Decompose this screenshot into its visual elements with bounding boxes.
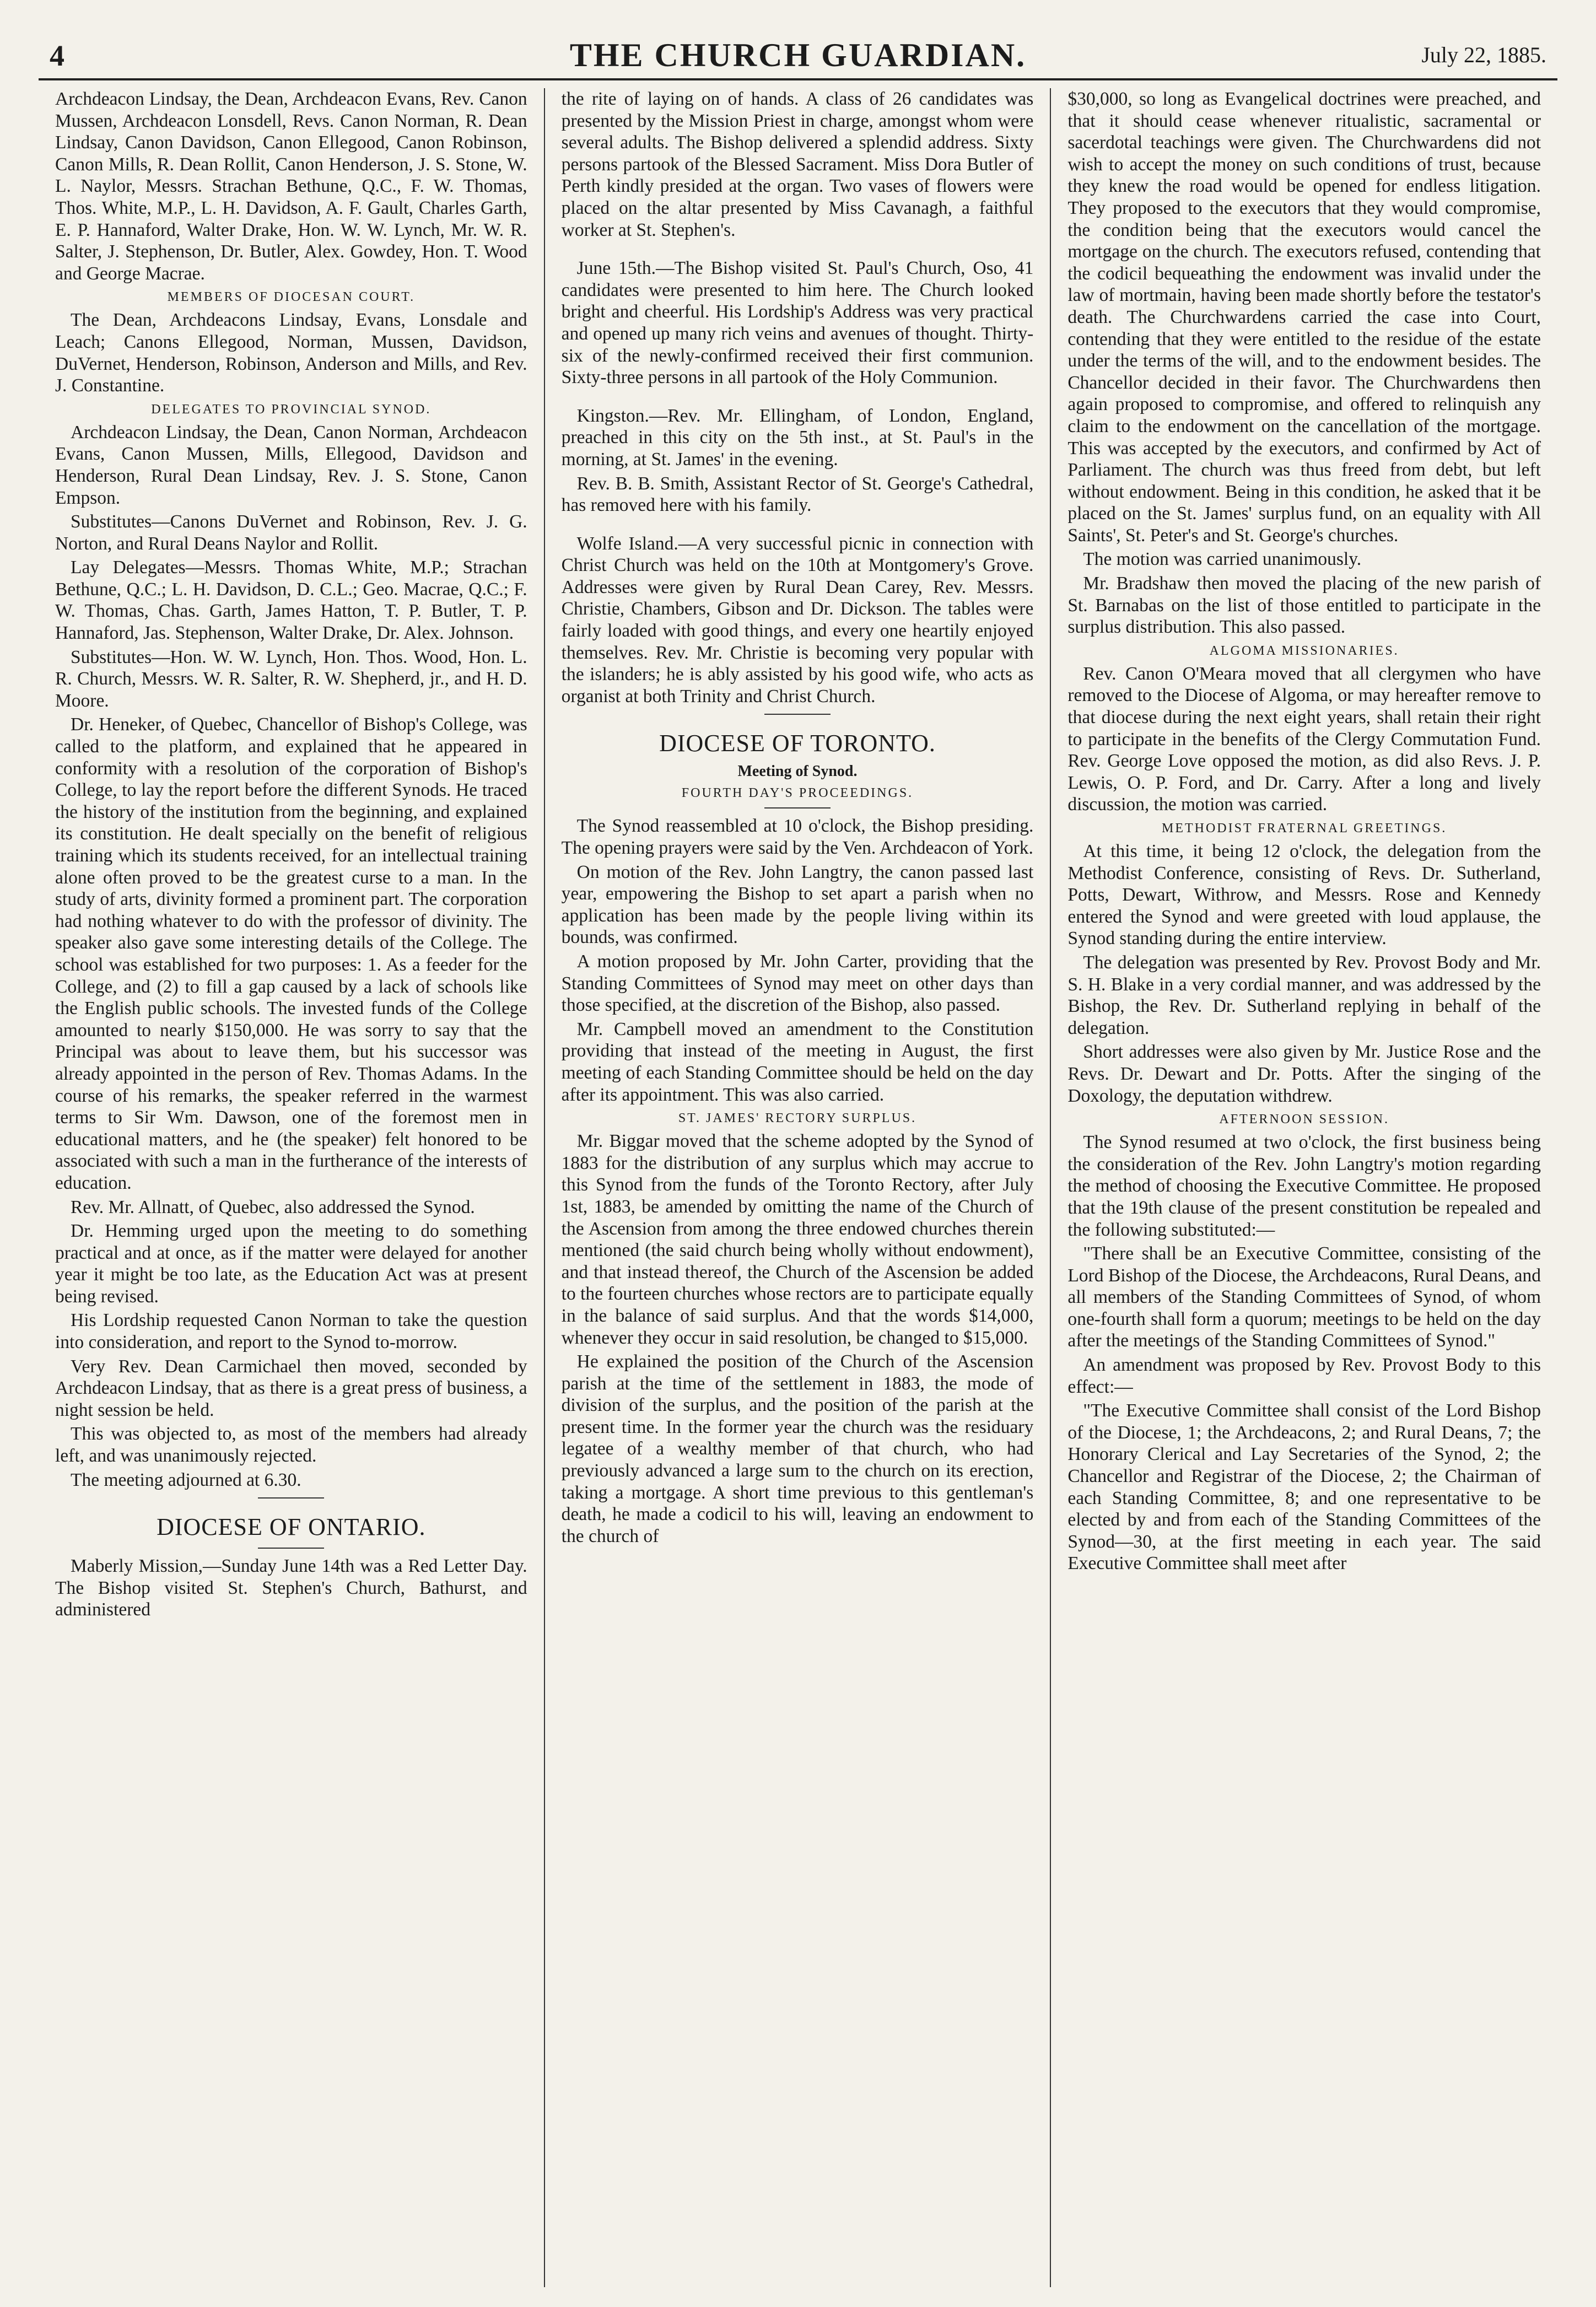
paragraph: Kingston.—Rev. Mr. Ellingham, of London, England, preached in this city on the 5th inst., at St. Paul's in the morning, at St. James' in the evening. <box>561 405 1034 470</box>
paragraph: An amendment was proposed by Rev. Provost Body to this effect:— <box>1067 1355 1541 1397</box>
subheading: Meeting of Synod. <box>737 763 858 780</box>
paragraph: "The Executive Committee shall consist of the Lord Bishop of the Diocese, 1; the Archdeacons, 2; and Rural Deans, 7; the Honorary Clerical and Lay Secretaries of the Synod, 2; the Chancellor and Registrar of the Diocese, 2; the Chairman of each Standing Committee, 8; and one representative to be elected by and from each of the Standing Committees of the Synod—30, at the first meeting in each year. The said Executive Committee shall meet after <box>1067 1400 1541 1574</box>
paragraph: June 15th.—The Bishop visited St. Paul's Church, Oso, 41 candidates were presented to him here. The Church looked bright and cheerful. His Lordship's Address was very practical and opened up many rich veins and avenues of thought. Thirty-six of the newly-confirmed received their first communion. Sixty-three persons in all partook of the Holy Communion. <box>561 258 1034 388</box>
paragraph: The Synod reassembled at 10 o'clock, the Bishop presiding. The opening prayers were said by the Ven. Archdeacon of York. <box>561 816 1034 859</box>
spacer <box>562 243 1034 257</box>
paragraph: "There shall be an Executive Committee, consisting of the Lord Bishop of the Diocese, the Archdeacons, Rural Deans, and all members of the Standing Committees of Synod, of whom one-fourth shall form a quorum; meetings to be held on the day after the meetings of the Standing Committees of Synod." <box>1067 1243 1541 1351</box>
paragraph: Archdeacon Lindsay, the Dean, Canon Norman, Archdeacon Evans, Canon Mussen, Mills, Ellegood, Davidson and Henderson, Rural Dean Lindsay, Rev. J. S. Stone, Canon Empson. <box>55 422 527 508</box>
paragraph: Lay Delegates—Messrs. Thomas White, M.P.; Strachan Bethune, Q.C.; L. H. Davidson, D. C.L.; Geo. Macrae, Q.C.; F. W. Thomas, Chas. Garth, James Hatton, T. P. Butler, T. P. Hannaford, Jas. Stephenson, Walter Drake, Dr. Alex. Johnson. <box>55 557 527 644</box>
section-heading: FOURTH DAY'S PROCEEDINGS. <box>681 786 914 801</box>
paragraph: The motion was carried unanimously. <box>1083 549 1362 570</box>
paragraph: The delegation was presented by Rev. Provost Body and Mr. S. H. Blake in a very cordial manner, and was addressed by the Bishop, the Rev. Dr. Sutherland replying in behalf of the delegation. <box>1067 952 1541 1038</box>
masthead <box>39 33 1557 77</box>
paragraph: He explained the position of the Church of the Ascension parish at the time of the settlement in 1883, the mode of division of the surplus, and the position of the parish at the present time. In the former year the church was the residuary legatee of a wealthy member of that church, who had previously advanced a large sum to the church on its erection, taking a mortgage. A short time previous to this gentleman's death, he made a codicil to his will, leaving an endowment to the church of <box>561 1351 1034 1546</box>
paragraph: Short addresses were also given by Mr. Justice Rose and the Revs. Dr. Dewart and Dr. Potts. After the singing of the Doxology, the deputation withdrew. <box>1067 1042 1541 1106</box>
section-heading: METHODIST FRATERNAL GREETINGS. <box>1161 821 1447 836</box>
newspaper-title: THE CHURCH GUARDIAN. <box>569 37 1027 73</box>
paragraph: $30,000, so long as Evangelical doctrines were preached, and that it should cease whenever ritualistic, sacramental or sacerdotal teachings were given. The Churchwardens did not wish to accept the money on such conditions of trust, because they knew the road would be opened for endless litigation. They proposed to the executors that they would compromise, the condition being that the executors would cancel the mortgage on the church. The executors refused, contending that the codicil bequeathing the endowment was invalid under the law of mortmain, having been made shortly before the testator's death. The Churchwardens carried the case into Court, contending that they were entitled to the residue of the estate under the terms of the will, and to the endowment besides. The Chancellor decided in their favor. The Churchwardens then again proposed to compromise, and offered to relinquish any claim to the endowment on the cancellation of the mortgage. This was accepted by the executors, and confirmed by Act of Parliament. The church was thus freed from debt, but left without endowment. Being in this condition, he asked that it be placed on the St. James' surplus fund, on an equality with All Saints', St. Peter's and St. George's churches. <box>1067 89 1541 546</box>
spacer <box>562 519 1034 533</box>
diocese-heading: DIOCESE OF ONTARIO. <box>157 1513 426 1541</box>
paragraph: Dr. Hemming urged upon the meeting to do something practical and at once, as if the matter were delayed for another year it might be too late, as the Education Act was at present being revised. <box>55 1221 527 1307</box>
section-heading: DELEGATES TO PROVINCIAL SYNOD. <box>151 402 432 417</box>
section-heading: ALGOMA MISSIONARIES. <box>1209 643 1399 658</box>
separator-rule <box>258 1548 324 1549</box>
column-1 <box>39 88 545 2287</box>
header-rule <box>39 78 1557 80</box>
paragraph: Substitutes—Hon. W. W. Lynch, Hon. Thos. Wood, Hon. L. R. Church, Messrs. W. R. Salter, R. W. Shepherd, jr., and H. D. Moore. <box>55 646 527 711</box>
paragraph: the rite of laying on of hands. A class of 26 candidates was presented by the Mission Priest in charge, amongst whom were several adults. The Bishop delivered a splendid address. Sixty persons partook of the Blessed Sacrament. Miss Dora Butler of Perth kindly presided at the organ. Two vases of flowers were placed on the altar presented by Miss Cavanagh, a faithful worker at St. Stephen's. <box>561 89 1034 240</box>
paragraph: Rev. B. B. Smith, Assistant Rector of St. George's Cathedral, has removed here with his family. <box>561 473 1034 516</box>
column-3 <box>1051 88 1557 2287</box>
paragraph: This was objected to, as most of the members had already left, and was unanimously rejected. <box>55 1424 527 1467</box>
column-2 <box>545 88 1052 2287</box>
spacer <box>562 391 1034 405</box>
paragraph: Substitutes—Canons DuVernet and Robinson, Rev. J. G. Norton, and Rural Deans Naylor and Rollit. <box>55 511 527 554</box>
paragraph: Maberly Mission,—Sunday June 14th was a Red Letter Day. The Bishop visited St. Stephen's Church, Bathurst, and administered <box>55 1556 527 1620</box>
paragraph: Mr. Bradshaw then moved the placing of the new parish of St. Barnabas on the list of those entitled to participate in the surplus distribution. This also passed. <box>1067 573 1541 638</box>
paragraph: A motion proposed by Mr. John Carter, providing that the Standing Committees of Synod may meet on other days than those specified, at the discretion of the Bishop, also passed. <box>561 951 1034 1016</box>
paragraph: The Dean, Archdeacons Lindsay, Evans, Lonsdale and Leach; Canons Ellegood, Norman, Mussen, Davidson, DuVernet, Henderson, Robinson, Anderson and Mills, and Rev. J. Constantine. <box>55 310 527 396</box>
page-number: 4 <box>50 39 64 72</box>
issue-date: July 22, 1885. <box>1421 42 1546 67</box>
separator-rule <box>764 807 831 808</box>
paragraph: The Synod resumed at two o'clock, the first business being the consideration of the Rev. John Langtry's motion regarding the method of choosing the Executive Committee. He proposed that the 19th clause of the present constitution be repealed and the following substituted:— <box>1067 1132 1541 1240</box>
paragraph: Rev. Canon O'Meara moved that all clergymen who have removed to the Diocese of Algoma, or may hereafter remove to that diocese during the next eight years, shall retain their right to participate in the benefits of the Clergy Commutation Fund. Rev. George Love opposed the motion, as did also Revs. J. P. Lewis, O. P. Ford, and Dr. Carry. After a long and lively discussion, the motion was carried. <box>1067 663 1541 815</box>
separator-rule <box>764 714 831 715</box>
article-columns <box>39 88 1557 2287</box>
paragraph: At this time, it being 12 o'clock, the delegation from the Methodist Conference, consisting of Revs. Dr. Sutherland, Potts, Dewart, Withrow, and Messrs. Rose and Kennedy entered the Synod and were greeted with loud applause, the Synod standing during the entire interview. <box>1067 841 1541 949</box>
paragraph: Dr. Heneker, of Quebec, Chancellor of Bishop's College, was called to the platform, and explained that he appeared in conformity with a resolution of the corporation of Bishop's College, to lay the report before the different Synods. He traced the history of the institution from the beginning, and explained its constitution. He dealt specially on the benefit of religious training which its students received, for an intellectual training alone often proved to be the greatest curse to a man. In the study of arts, divinity formed a prominent part. The corporation had nothing whatever to do with the professor of divinity. The speaker also gave some interesting details of the College. The school was established for two purposes: 1. As a feeder for the College, and (2) to fill a gap caused by a lack of schools like the English public schools. The invested funds of the College amounted to nearly $150,000. He was sorry to say that the Principal was about to leave them, but his successor was already appointed in the person of Rev. Thomas Adams. In the course of his remarks, the speaker referred in the warmest terms to Sir Wm. Dawson, one of the foremost men in educational matters, and he (the speaker) felt honored to be associated with such a man in the furtherance of the interests of education. <box>55 714 527 1193</box>
paragraph: Archdeacon Lindsay, the Dean, Archdeacon Evans, Rev. Canon Mussen, Archdeacon Lonsdell, Revs. Canon Norman, R. Dean Lindsay, Canon Davidson, Canon Ellegood, Canon Robinson, Canon Mills, R. Dean Rollit, Canon Henderson, J. S. Stone, W. L. Naylor, Messrs. Strachan Bethune, Q.C., F. W. Thomas, Thos. White, M.P., L. H. Davidson, A. F. Gault, Charles Garth, E. P. Hannaford, Walter Drake, Hon. W. W. Lynch, Mr. W. R. Salter, J. Stephenson, Dr. Butler, Alex. Gowdey, Hon. T. Wood and George Macrae. <box>55 89 527 284</box>
paragraph: Mr. Campbell moved an amendment to the Constitution providing that instead of the meeting in August, the first meeting of each Standing Committee should be held on the day after its appointment. This was also carried. <box>561 1018 1034 1105</box>
paragraph: Mr. Biggar moved that the scheme adopted by the Synod of 1883 for the distribution of any surplus which may accrue to this Synod from the funds of the Toronto Rectory, after July 1st, 1883, be amended by omitting the name of the Church of the Ascension from among the three endowed churches therein mentioned (the said church being wholly without endowment), and that instead thereof, the Church of the Ascension be added to the fourteen churches whose rectors are to participate equally in the balance of said surplus. And that the words $14,000, whenever they occur in said resolution, be changed to $15,000. <box>561 1131 1034 1348</box>
diocese-heading: DIOCESE OF TORONTO. <box>659 730 936 757</box>
paragraph: Very Rev. Dean Carmichael then moved, seconded by Archdeacon Lindsay, that as there is a great press of business, a night session be held. <box>55 1356 527 1420</box>
paragraph: The meeting adjourned at 6.30. <box>71 1469 301 1490</box>
paragraph: Wolfe Island.—A very successful picnic in connection with Christ Church was held on the 10th at Montgomery's Grove. Addresses were given by Rural Dean Carey, Rev. Messrs. Christie, Chambers, Gibson and Dr. Dickson. The tables were fairly loaded with good things, and every one heartily enjoyed themselves. Rev. Mr. Christie is becoming very popular with the islanders; he is ably assisted by his good wife, who acts as organist at both Trinity and Christ Church. <box>561 533 1034 707</box>
paragraph: His Lordship requested Canon Norman to take the question into consideration, and report to the Synod to-morrow. <box>55 1310 527 1353</box>
section-heading: ST. JAMES' RECTORY SURPLUS. <box>678 1111 917 1126</box>
section-heading: MEMBERS OF DIOCESAN COURT. <box>167 290 416 305</box>
separator-rule <box>258 1497 324 1499</box>
paragraph: Rev. Mr. Allnatt, of Quebec, also addressed the Synod. <box>71 1196 475 1217</box>
paragraph: On motion of the Rev. John Langtry, the canon passed last year, empowering the Bishop to set apart a parish when no application has been made by the people living within its bounds, was confirmed. <box>561 861 1034 948</box>
section-heading: AFTERNOON SESSION. <box>1219 1112 1390 1127</box>
